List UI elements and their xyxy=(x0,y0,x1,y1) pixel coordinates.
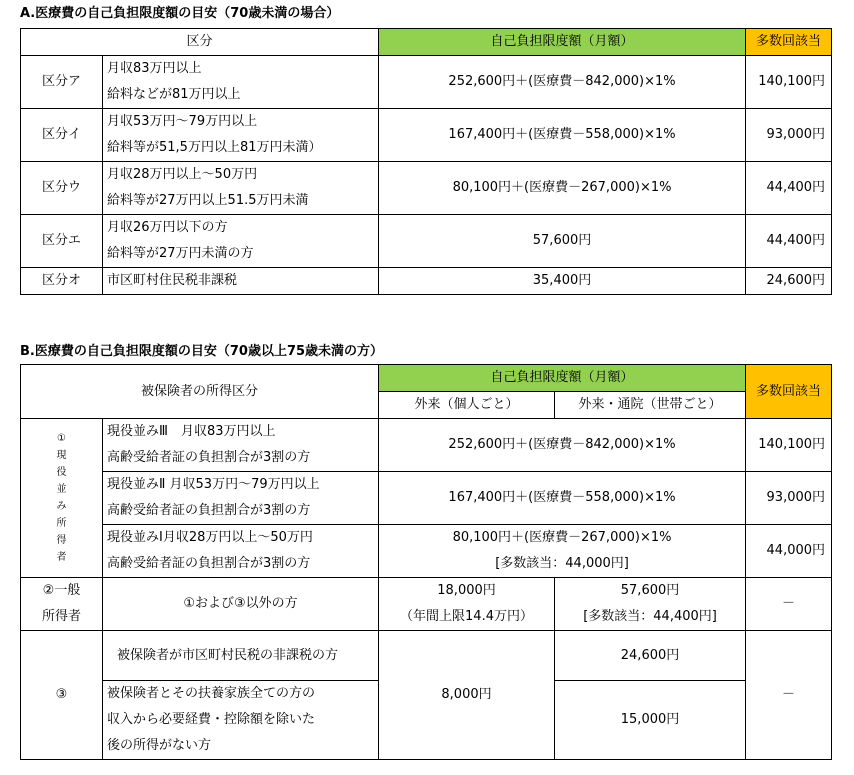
household-line: 57,600円 xyxy=(620,583,680,598)
multiple-value: 44,000円 xyxy=(746,525,832,578)
header-category: 区分 xyxy=(21,29,379,56)
multiple-value: 93,000円 xyxy=(746,109,832,162)
desc-line: 給料等が27万円未満の方 xyxy=(107,246,254,261)
group1-label-char: 役 xyxy=(56,467,67,478)
category-name: 区分エ xyxy=(21,215,103,268)
multiple-value: － xyxy=(746,631,832,760)
table-a xyxy=(20,28,832,295)
table-row xyxy=(21,162,832,215)
desc-line: 現役並みⅢ 月収83万円以上 xyxy=(107,424,276,439)
desc-line: 現役並みⅡ 月収53万円～79万円以上 xyxy=(107,477,320,492)
group2-label-line: 所得者 xyxy=(41,609,81,624)
table-a-header-row xyxy=(21,29,832,56)
category-desc xyxy=(103,109,379,162)
desc-line: 後の所得がない方 xyxy=(107,738,212,753)
category-name: 区分ア xyxy=(21,56,103,109)
table-row xyxy=(21,419,832,472)
table-row xyxy=(21,109,832,162)
group1-label-char: 並 xyxy=(56,484,67,495)
group1-label-char: 者 xyxy=(56,552,67,563)
limit-value: 252,600円＋(医療費－842,000)×1% xyxy=(379,56,746,109)
category-desc xyxy=(103,472,379,525)
group1-label-char: み xyxy=(56,501,67,512)
limit-note: [多数該当：44,000円] xyxy=(495,556,629,571)
multiple-value: 140,100円 xyxy=(746,56,832,109)
table-row xyxy=(21,578,832,631)
multiple-value: 24,600円 xyxy=(746,268,832,295)
table-b xyxy=(20,364,832,760)
category-desc xyxy=(103,56,379,109)
multiple-value: 140,100円 xyxy=(746,419,832,472)
header-limit: 自己負担限度額（月額） xyxy=(379,365,746,392)
group1-label xyxy=(21,419,103,578)
outpatient-line: 18,000円 xyxy=(437,583,496,598)
category-desc xyxy=(103,681,379,760)
desc-line: 被保険者とその扶養家族全ての方の xyxy=(107,686,316,701)
table-row xyxy=(21,631,832,681)
header-outpatient: 外来（個人ごと） xyxy=(379,392,555,419)
limit-line: 80,100円＋(医療費－267,000)×1% xyxy=(452,530,672,545)
group1-label-char: 現 xyxy=(56,450,67,461)
category-desc: ①および③以外の方 xyxy=(103,578,379,631)
header-income-category: 被保険者の所得区分 xyxy=(21,365,379,419)
outpatient-value: 8,000円 xyxy=(379,631,555,760)
multiple-value: 44,400円 xyxy=(746,215,832,268)
multiple-value: 93,000円 xyxy=(746,472,832,525)
category-name: 区分ウ xyxy=(21,162,103,215)
limit-value: 80,100円＋(医療費－267,000)×1% xyxy=(379,162,746,215)
header-multiple: 多数回該当 xyxy=(746,365,832,419)
desc-line: 月収26万円以下の方 xyxy=(107,220,228,235)
group1-label-char: 得 xyxy=(56,535,67,546)
multiple-value: － xyxy=(746,578,832,631)
limit-value: 57,600円 xyxy=(379,215,746,268)
household-note: [多数該当：44,400円] xyxy=(583,609,717,624)
category-desc xyxy=(103,215,379,268)
table-row xyxy=(21,56,832,109)
outpatient-value xyxy=(379,578,555,631)
limit-value: 252,600円＋(医療費－842,000)×1% xyxy=(379,419,746,472)
desc-line: 現役並みⅠ月収28万円以上～50万円 xyxy=(107,530,313,545)
group2-label xyxy=(21,578,103,631)
desc-line: 給料などが81万円以上 xyxy=(107,87,241,102)
section-b-title: B.医療費の自己負担限度額の目安（70歳以上75歳未満の方） xyxy=(20,344,384,359)
desc-line: 月収83万円以上 xyxy=(107,61,202,76)
limit-value: 167,400円＋(医療費－558,000)×1% xyxy=(379,472,746,525)
section-a-title: A.医療費の自己負担限度額の目安（70歳未満の場合） xyxy=(20,6,340,21)
group3-label: ③ xyxy=(21,631,103,760)
category-desc xyxy=(103,525,379,578)
table-row xyxy=(21,215,832,268)
desc-line: 月収53万円～79万円以上 xyxy=(107,114,258,129)
category-desc xyxy=(103,162,379,215)
category-name: 区分オ xyxy=(21,268,103,295)
desc-line: 月収28万円以上～50万円 xyxy=(107,167,258,182)
group1-label-char: 所 xyxy=(56,518,67,529)
category-desc: 市区町村住民税非課税 xyxy=(103,268,379,295)
header-household: 外来・通院（世帯ごと） xyxy=(555,392,746,419)
table-b-header-row xyxy=(21,365,832,392)
outpatient-note: （年間上限14.4万円） xyxy=(400,609,533,624)
desc-line: 収入から必要経費・控除額を除いた xyxy=(107,712,316,727)
limit-value: 35,400円 xyxy=(379,268,746,295)
household-value: 24,600円 xyxy=(555,631,746,681)
category-name: 区分イ xyxy=(21,109,103,162)
header-limit: 自己負担限度額（月額） xyxy=(379,29,746,56)
header-multiple: 多数回該当 xyxy=(746,29,832,56)
household-value: 15,000円 xyxy=(555,681,746,760)
limit-value xyxy=(379,525,746,578)
desc-line: 高齢受給者証の負担割合が3割の方 xyxy=(107,556,311,571)
group1-label-char: ① xyxy=(57,433,66,444)
desc-line: 高齢受給者証の負担割合が3割の方 xyxy=(107,450,311,465)
desc-line: 高齢受給者証の負担割合が3割の方 xyxy=(107,503,311,518)
table-row xyxy=(21,268,832,295)
group2-label-line: ②一般 xyxy=(42,583,81,598)
household-value xyxy=(555,578,746,631)
category-desc xyxy=(103,419,379,472)
table-row xyxy=(21,525,832,578)
category-desc: 被保険者が市区町村民税の非課税の方 xyxy=(103,631,379,681)
desc-line: 給料等が27万円以上51.5万円未満 xyxy=(107,193,309,208)
table-row xyxy=(21,472,832,525)
multiple-value: 44,400円 xyxy=(746,162,832,215)
desc-line: 給料等が51,5万円以上81万円未満） xyxy=(107,140,322,155)
limit-value: 167,400円＋(医療費－558,000)×1% xyxy=(379,109,746,162)
